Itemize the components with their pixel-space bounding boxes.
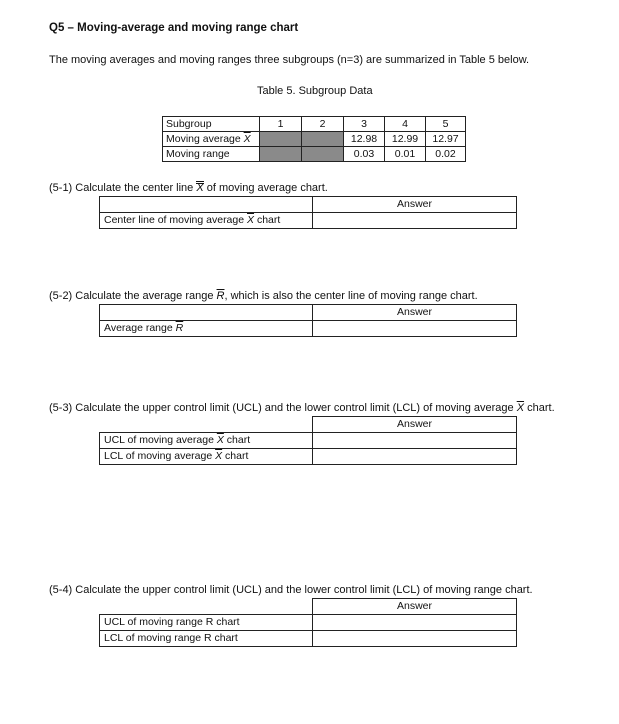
question-title: Q5 – Moving-average and moving range chart [49,22,299,34]
table-row [100,213,517,229]
table-caption: Table 5. Subgroup Data [257,85,373,97]
table-row [100,417,517,433]
answer-header: Answer [313,599,517,615]
intro-text: The moving averages and moving ranges three subgroups (n=3) are summarized in Table 5 below. [49,54,530,66]
answer-table-5-2 [99,304,517,337]
r-bar-symbol: $\overline{R}$ [175,322,184,334]
table-row [100,449,517,465]
question-5-2-prompt: (5-2) Calculate the average range $\overline{R}$, which is also the center line of moving range chart. [49,290,478,302]
header-empty-cell [100,197,313,213]
ucl-moving-average-label: UCL of moving average $\overline{X}$ chart [100,433,313,449]
moving-range-2 [302,147,344,162]
subgroup-1: 1 [260,117,302,132]
lcl-moving-average-label: LCL of moving average $\overline{X}$ chart [100,449,313,465]
subgroup-4: 4 [385,117,426,132]
moving-range-5: 0.02 [426,147,466,162]
x-bar-symbol: $\overline{X}$ [215,450,223,462]
row-label-moving-range: Moving range [163,147,260,162]
moving-average-5: 12.97 [426,132,466,147]
subgroup-data-table [162,116,466,162]
x-bar-symbol: $\overline{X}$ [247,214,255,226]
question-5-4-prompt: (5-4) Calculate the upper control limit (UCL) and the lower control limit (LCL) of moving range chart. [49,584,533,596]
table-row [100,599,517,615]
average-range-answer-cell[interactable] [313,321,517,337]
moving-average-4: 12.99 [385,132,426,147]
question-5-3-prompt: (5-3) Calculate the upper control limit (UCL) and the lower control limit (LCL) of moving average $\overline{X}$ chart. [49,402,555,414]
ucl-moving-range-label: UCL of moving range R chart [100,615,313,631]
table-row [100,433,517,449]
header-empty-cell [100,599,313,615]
header-empty-cell [100,417,313,433]
table-row [100,305,517,321]
x-bar-symbol: $\overline{X}$ [243,133,251,145]
ucl-moving-range-answer-cell[interactable] [313,615,517,631]
answer-table-5-1 [99,196,517,229]
row-label-subgroup: Subgroup [163,117,260,132]
row-label-moving-average: Moving average $\overline{X}$ [163,132,260,147]
table-row [163,132,466,147]
subgroup-5: 5 [426,117,466,132]
x-bar-symbol: $\overline{X}$ [216,434,224,446]
moving-range-3: 0.03 [344,147,385,162]
table-row [100,615,517,631]
average-range-label: Average range $\overline{R}$ [100,321,313,337]
subgroup-3: 3 [344,117,385,132]
moving-average-3: 12.98 [344,132,385,147]
table-row [100,197,517,213]
table-row [163,117,466,132]
answer-table-5-3 [99,416,517,465]
moving-average-1 [260,132,302,147]
lcl-moving-range-answer-cell[interactable] [313,631,517,647]
question-5-1-prompt: (5-1) Calculate the center line X of moving average chart. [49,182,328,194]
x-double-bar-symbol: X [196,182,204,194]
table-row [163,147,466,162]
moving-range-1 [260,147,302,162]
ucl-moving-average-answer-cell[interactable] [313,433,517,449]
lcl-moving-average-answer-cell[interactable] [313,449,517,465]
header-empty-cell [100,305,313,321]
center-line-answer-cell[interactable] [313,213,517,229]
moving-average-2 [302,132,344,147]
answer-table-5-4 [99,598,517,647]
center-line-label: Center line of moving average $\overline{X}$ chart [100,213,313,229]
subgroup-2: 2 [302,117,344,132]
table-row [100,321,517,337]
table-row [100,631,517,647]
lcl-moving-range-label: LCL of moving range R chart [100,631,313,647]
r-bar-symbol: $\overline{R}$ [216,290,225,302]
moving-range-4: 0.01 [385,147,426,162]
answer-header: Answer [313,305,517,321]
answer-header: Answer [313,417,517,433]
x-bar-symbol: $\overline{X}$ [516,402,525,414]
answer-header: Answer [313,197,517,213]
